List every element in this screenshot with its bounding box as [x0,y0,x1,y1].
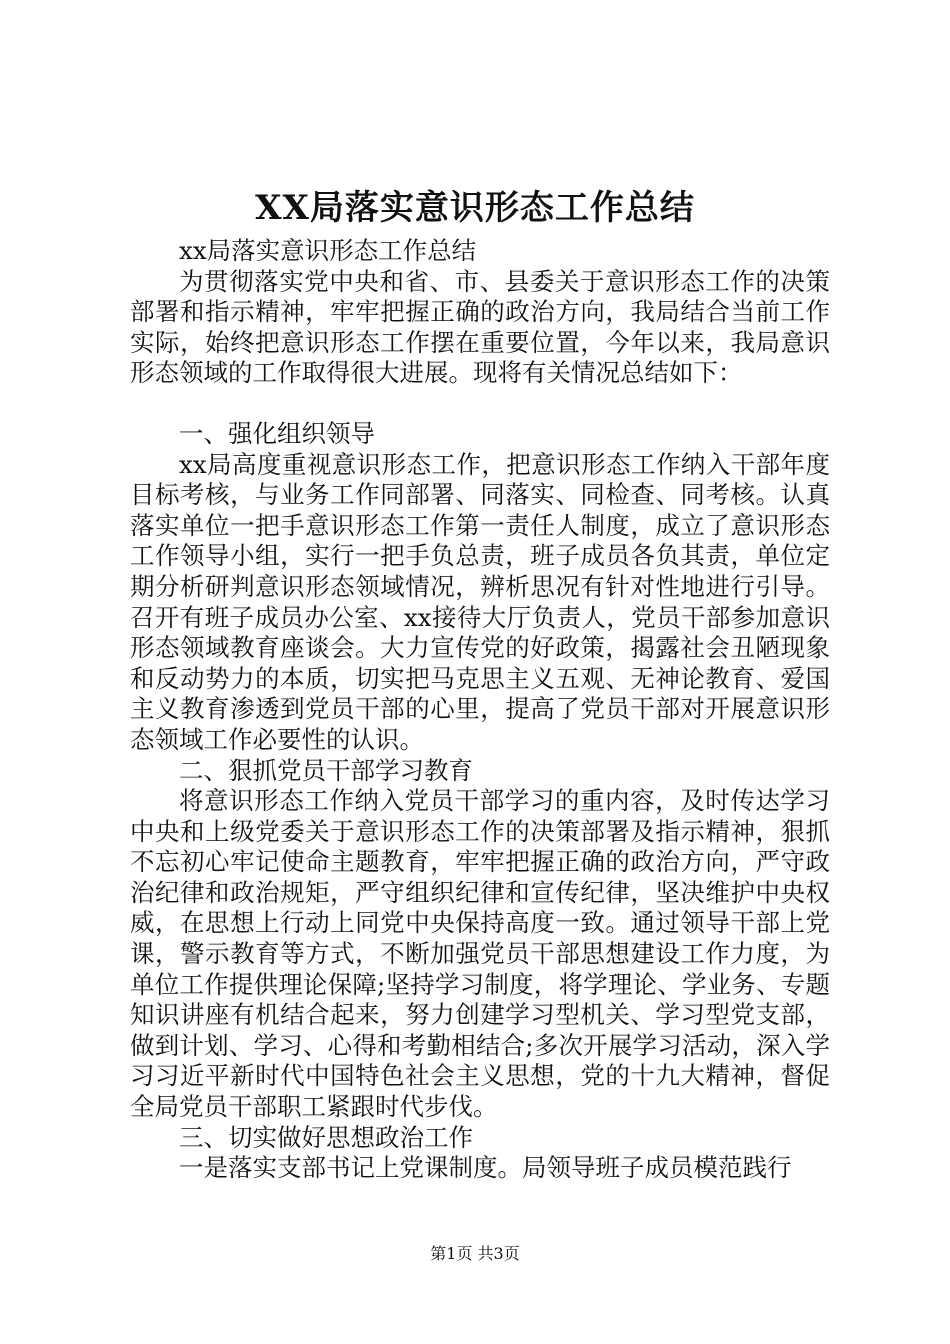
section-paragraph: 将意识形态工作纳入党员干部学习的重内容，及时传达学习中央和上级党委关于意识形态工作的决策部署及指示精神，狠抓不忘初心牢记使命主题教育，牢牢把握正确的政治方向，严守政治纪律和政治规矩，严守组织纪律和宣传纪律，坚决维护中央权威，在思想上行动上同党中央保持高度一致。通过领导干部上党课，警示教育等方式，不断加强党员干部思想建设工作力度，为单位工作提供理论保障;坚持学习制度，将学理论、学业务、专题知识讲座有机结合起来，努力创建学习型机关、学习型党支部，做到计划、学习、心得和考勤相结合;多次开展学习活动，深入学习习近平新时代中国特色社会主义思想，党的十九大精神，督促全局党员干部职工紧跟时代步伐。 [130,786,830,1122]
intro-paragraph: 为贯彻落实党中央和省、市、县委关于意识形态工作的决策部署和指示精神，牢牢把握正确的政治方向，我局结合当前工作实际，始终把意识形态工作摆在重要位置，今年以来，我局意识形态领域的工作取得很大进展。现将有关情况总结如下： [130,266,830,388]
page-number-footer: 第1页 共3页 [430,1244,520,1263]
section-heading: 三、切实做好思想政治工作 [179,1122,473,1152]
document-body [130,236,830,1184]
section-paragraph: xx局高度重视意识形态工作，把意识形态工作纳入干部年度目标考核，与业务工作同部署、同落实、同检查、同考核。认真落实单位一把手意识形态工作第一责任人制度，成立了意识形态工作领导小组，实行一把手负总责，班子成员各负其责，单位定期分析研判意识形态领域情况，辨析思况有针对性地进行引导。召开有班子成员办公室、xx接待大厅负责人，党员干部参加意识形态领域教育座谈会。大力宣传党的好政策，揭露社会丑陋现象和反动势力的本质，切实把马克思主义五观、无神论教育、爱国主义教育渗透到党员干部的心里，提高了党员干部对开展意识形态领域工作必要性的认识。 [130,449,830,754]
subtitle-paragraph: xx局落实意识形态工作总结 [179,236,477,265]
section-paragraph: 一是落实支部书记上党课制度。局领导班子成员模范践行 [179,1153,792,1183]
section-heading: 一、强化组织领导 [179,418,375,448]
document-title: XX局落实意识形态工作总结 [255,188,695,228]
section-heading: 二、狠抓党员干部学习教育 [179,755,473,785]
